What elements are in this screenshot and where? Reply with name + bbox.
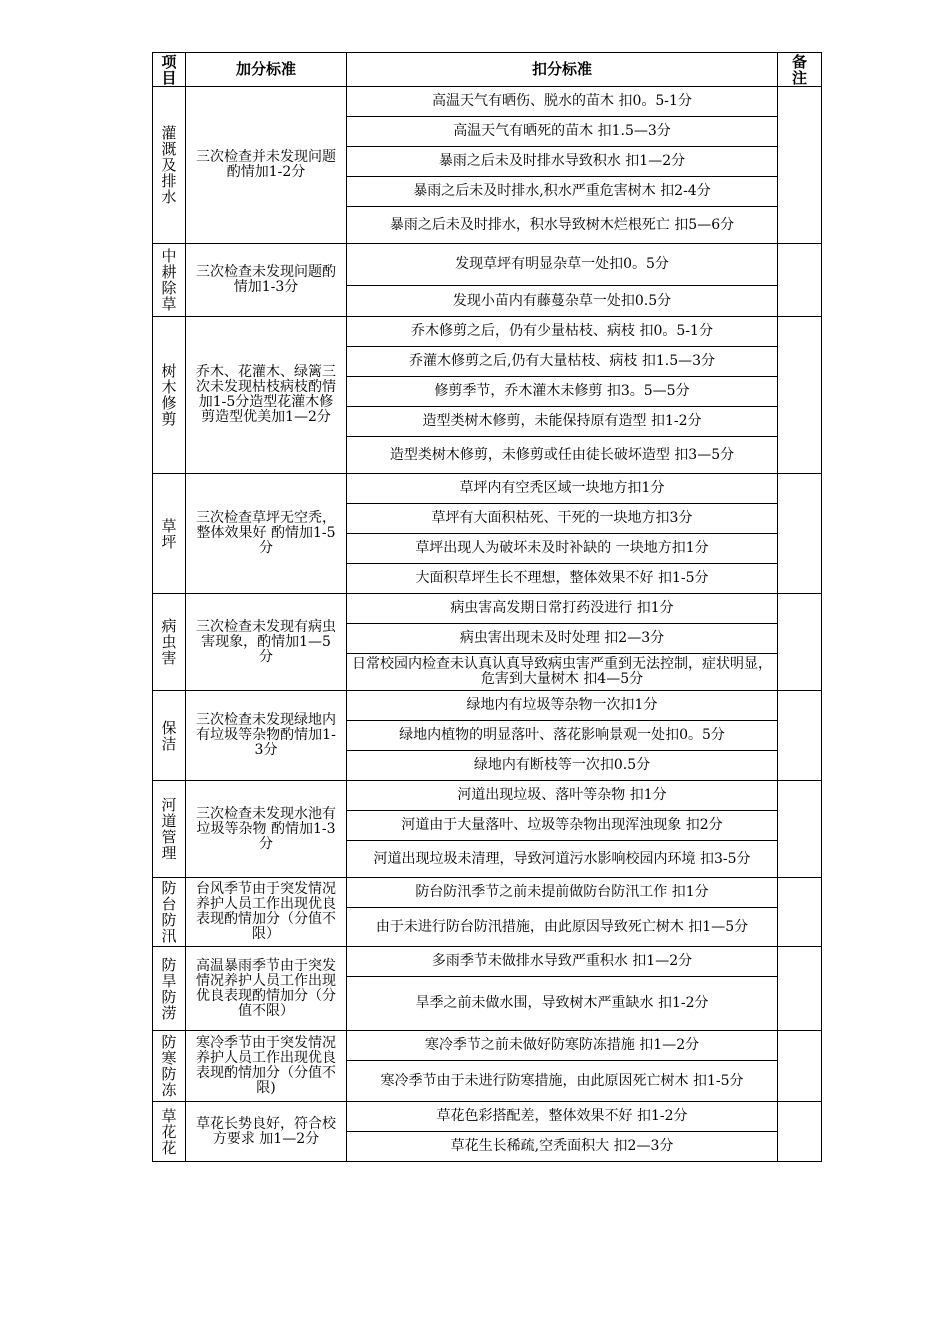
deduct-criteria-cell: 寒冷季节由于未进行防寒措施，由此原因死亡树木 扣1-5分 — [347, 1061, 778, 1102]
deduct-criteria-cell: 寒冷季节之前未做好防寒防冻措施 扣1—2分 — [347, 1031, 778, 1061]
note-cell — [778, 1031, 822, 1102]
table-row — [153, 87, 822, 117]
item-cell: 草花花 — [153, 1102, 186, 1162]
deduct-criteria-cell: 暴雨之后未及时排水,积水严重危害树木 扣2-4分 — [347, 177, 778, 207]
deduct-criteria-cell: 绿地内有断枝等一次扣0.5分 — [347, 751, 778, 781]
add-criteria-cell: 三次检查未发现水池有垃圾等杂物 酌情加1-3分 — [186, 781, 347, 878]
table-row — [153, 244, 822, 286]
note-cell — [778, 244, 822, 317]
deduct-criteria-cell: 草花生长稀疏,空秃面积大 扣2—3分 — [347, 1132, 778, 1162]
deduct-criteria-cell: 河道由于大量落叶、垃圾等杂物出现浑浊现象 扣2分 — [347, 811, 778, 841]
note-cell — [778, 878, 822, 947]
header-note: 备注 — [778, 53, 822, 87]
deduct-criteria-cell: 绿地内有垃圾等杂物一次扣1分 — [347, 691, 778, 721]
add-criteria-cell: 乔木、花灌木、绿篱三次未发现枯枝病枝酌情加1-5分造型花灌木修剪造型优美加1—2分 — [186, 317, 347, 474]
deduct-criteria-cell: 暴雨之后未及时排水导致积水 扣1—2分 — [347, 147, 778, 177]
add-criteria-cell: 台风季节由于突发情况养护人员工作出现优良表现酌情加分（分值不限） — [186, 878, 347, 947]
deduct-criteria-cell: 发现小苗内有藤蔓杂草一处扣0.5分 — [347, 286, 778, 317]
header-item: 项目 — [153, 53, 186, 87]
item-cell: 草坪 — [153, 474, 186, 594]
note-cell — [778, 947, 822, 1031]
deduct-criteria-cell: 乔木修剪之后，仍有少量枯枝、病枝 扣0。5-1分 — [347, 317, 778, 347]
note-cell — [778, 317, 822, 474]
deduct-criteria-cell: 病虫害高发期日常打药没进行 扣1分 — [347, 594, 778, 624]
table-row — [153, 781, 822, 811]
add-criteria-cell: 三次检查并未发现问题酌情加1-2分 — [186, 87, 347, 244]
deduct-criteria-cell: 高温天气有晒死的苗木 扣1.5—3分 — [347, 117, 778, 147]
header-add-criteria: 加分标准 — [186, 53, 347, 87]
item-cell: 灌溉及排水 — [153, 87, 186, 244]
deduct-criteria-cell: 河道出现垃圾未清理，导致河道污水影响校园内环境 扣3-5分 — [347, 841, 778, 878]
deduct-criteria-cell: 造型类树木修剪，未修剪或任由徒长破坏造型 扣3—5分 — [347, 437, 778, 474]
table-row — [153, 878, 822, 908]
item-cell: 树木修剪 — [153, 317, 186, 474]
deduct-criteria-cell: 由于未进行防台防汛措施，由此原因导致死亡树木 扣1—5分 — [347, 908, 778, 947]
item-cell: 防寒防冻 — [153, 1031, 186, 1102]
deduct-criteria-cell: 造型类树木修剪，未能保持原有造型 扣1-2分 — [347, 407, 778, 437]
item-cell: 病虫害 — [153, 594, 186, 691]
note-cell — [778, 1102, 822, 1162]
note-cell — [778, 594, 822, 691]
add-criteria-cell: 三次检查未发现绿地内有垃圾等杂物酌情加1-3分 — [186, 691, 347, 781]
deduct-criteria-cell: 暴雨之后未及时排水，积水导致树木烂根死亡 扣5—6分 — [347, 207, 778, 244]
deduct-criteria-cell: 河道出现垃圾、落叶等杂物 扣1分 — [347, 781, 778, 811]
add-criteria-cell: 三次检查未发现问题酌情加1-3分 — [186, 244, 347, 317]
add-criteria-cell: 高温暴雨季节由于突发情况养护人员工作出现优良表现酌情加分（分值不限） — [186, 947, 347, 1031]
deduct-criteria-cell: 高温天气有晒伤、脱水的苗木 扣0。5-1分 — [347, 87, 778, 117]
item-cell: 河道管理 — [153, 781, 186, 878]
table-row — [153, 474, 822, 504]
table-header-row — [153, 53, 822, 87]
note-cell — [778, 691, 822, 781]
add-criteria-cell: 草花长势良好，符合校方要求 加1—2分 — [186, 1102, 347, 1162]
add-criteria-cell: 寒冷季节由于突发情况养护人员工作出现优良表现酌情加分（分值不限) — [186, 1031, 347, 1102]
table-row — [153, 691, 822, 721]
item-cell: 保洁 — [153, 691, 186, 781]
deduct-criteria-cell: 病虫害出现未及时处理 扣2—3分 — [347, 624, 778, 654]
add-criteria-cell: 三次检查未发现有病虫害现象，酌情加1—5分 — [186, 594, 347, 691]
deduct-criteria-cell: 草坪内有空秃区域一块地方扣1分 — [347, 474, 778, 504]
deduct-criteria-cell: 草花色彩搭配差，整体效果不好 扣1-2分 — [347, 1102, 778, 1132]
item-cell: 中耕除草 — [153, 244, 186, 317]
note-cell — [778, 781, 822, 878]
note-cell — [778, 87, 822, 244]
deduct-criteria-cell: 防台防汛季节之前未提前做防台防汛工作 扣1分 — [347, 878, 778, 908]
header-deduct-criteria: 扣分标准 — [347, 53, 778, 87]
scoring-table — [152, 52, 822, 1162]
note-cell — [778, 474, 822, 594]
deduct-criteria-cell: 乔灌木修剪之后,仍有大量枯枝、病枝 扣1.5—3分 — [347, 347, 778, 377]
item-cell: 防旱防涝 — [153, 947, 186, 1031]
deduct-criteria-cell: 多雨季节未做排水导致严重积水 扣1—2分 — [347, 947, 778, 977]
deduct-criteria-cell: 旱季之前未做水围，导致树木严重缺水 扣1-2分 — [347, 977, 778, 1031]
deduct-criteria-cell: 草坪出现人为破坏未及时补缺的 一块地方扣1分 — [347, 534, 778, 564]
item-cell: 防台防汛 — [153, 878, 186, 947]
deduct-criteria-cell: 草坪有大面积枯死、干死的一块地方扣3分 — [347, 504, 778, 534]
deduct-criteria-cell: 修剪季节，乔木灌木未修剪 扣3。5—5分 — [347, 377, 778, 407]
deduct-criteria-cell: 发现草坪有明显杂草一处扣0。5分 — [347, 244, 778, 286]
table-row — [153, 1102, 822, 1132]
deduct-criteria-cell: 绿地内植物的明显落叶、落花影响景观一处扣0。5分 — [347, 721, 778, 751]
table-row — [153, 947, 822, 977]
deduct-criteria-cell: 大面积草坪生长不理想，整体效果不好 扣1-5分 — [347, 564, 778, 594]
table-row — [153, 594, 822, 624]
deduct-criteria-cell: 日常校园内检查未认真认真导致病虫害严重到无法控制，症状明显，危害到大量树木 扣4—5分 — [347, 654, 778, 691]
table-row — [153, 1031, 822, 1061]
table-row — [153, 317, 822, 347]
add-criteria-cell: 三次检查草坪无空秃，整体效果好 酌情加1-5分 — [186, 474, 347, 594]
